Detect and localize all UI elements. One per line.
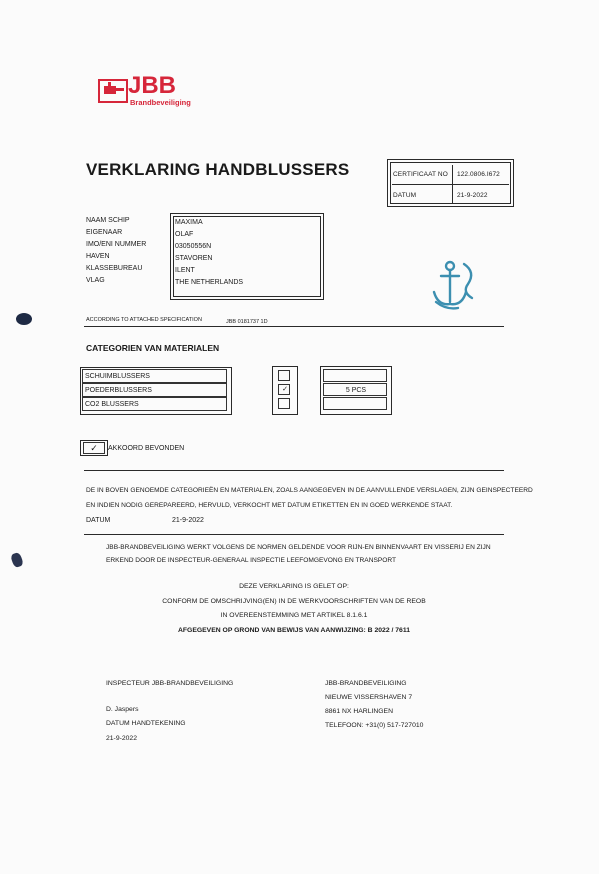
norms-line2: ERKEND DOOR DE INSPECTEUR-GENERAAL INSPECTIE LEEFOMGEVONG EN TRANSPORT (106, 557, 397, 564)
spec-left: ACCORDING TO ATTACHED SPECIFICATION (86, 317, 202, 323)
category-name: SCHUIMBLUSSERS (82, 369, 227, 383)
ship-name: MAXIMA (175, 219, 203, 226)
category-count (323, 397, 387, 410)
category-count: 5 PCS (323, 383, 387, 396)
validity-line1: DEZE VERKLARING IS GELET OP: (239, 583, 349, 590)
ship-owner: OLAF (175, 231, 194, 238)
divider (84, 470, 504, 471)
inspector-label: INSPECTEUR JBB-BRANDBEVEILIGING (106, 680, 234, 687)
ship-label: EIGENAAR (86, 229, 123, 236)
ship-port: STAVOREN (175, 255, 213, 262)
approval-check-icon: ✓ (83, 442, 105, 454)
category-checkbox[interactable]: ✓ (278, 384, 290, 395)
inspector-name: D. Jaspers (106, 706, 139, 713)
category-checkbox[interactable] (278, 398, 290, 409)
certificate-date-label: DATUM (393, 192, 417, 199)
certificate-label: CERTIFICAAT NO (393, 171, 448, 178)
validity-line2: CONFORM DE OMSCHRIJVING(EN) IN DE WERKVOORSCHRIFTEN VAN DE REOB (162, 598, 426, 605)
divider (84, 534, 504, 535)
approval-label: AKKOORD BEVONDEN (108, 445, 185, 452)
categories-table (80, 367, 232, 415)
validity-line3: IN OVEREENSTEMMING MET ARTIKEL 8.1.6.1 (220, 612, 368, 619)
ship-label: KLASSEBUREAU (86, 265, 143, 272)
logo-icon (98, 76, 130, 104)
category-count (323, 369, 387, 382)
statement-date-label: DATUM (86, 517, 111, 524)
address-city: 8861 NX HARLINGEN (325, 708, 393, 715)
statement-date-value: 21-9-2022 (172, 517, 204, 524)
certificate-box (387, 159, 514, 207)
company-logo (98, 74, 208, 110)
page-title: VERKLARING HANDBLUSSERS (86, 160, 350, 179)
ship-imo: 03050556N (175, 243, 212, 250)
ship-label: IMO/ENI NUMMER (86, 241, 147, 248)
checkbox-column (272, 366, 298, 415)
approval-checkbox[interactable] (80, 440, 108, 456)
signature-date: 21-9-2022 (106, 735, 137, 742)
ink-mark (16, 313, 32, 325)
divider (84, 326, 504, 327)
count-column (320, 366, 392, 415)
logo-brand: JBB (128, 72, 177, 99)
ship-flag: THE NETHERLANDS (175, 279, 244, 286)
ink-mark (10, 552, 24, 569)
address-phone: TELEFOON: +31(0) 517-727010 (325, 722, 424, 729)
norms-line1: JBB-BRANDBEVEILIGING WERKT VOLGENS DE NORMEN GELDENDE VOOR RIJN-EN BINNENVAART EN VISSERIJ EN ZIJN (106, 544, 491, 551)
ship-values (175, 219, 243, 291)
ship-labels (86, 217, 146, 289)
statement-line2: EN INDIEN NODIG GEREPAREERD, HERVULD, VERKOCHT MET DATUM ETIKETTEN EN IN GOED WERKENDE STAAT. (86, 502, 453, 509)
categories-heading: CATEGORIEN VAN MATERIALEN (86, 343, 220, 353)
validity-line4: AFGEGEVEN OP GROND VAN BEWIJS VAN AANWIJZING: B 2022 / 7611 (177, 627, 411, 634)
ship-label: HAVEN (86, 253, 110, 260)
address-company: JBB-BRANDBEVEILIGING (325, 680, 407, 687)
ship-class: ILENT (175, 267, 195, 274)
logo-subtitle: Brandbeveiliging (130, 98, 191, 107)
address-street: NIEUWE VISSERSHAVEN 7 (325, 694, 413, 701)
spec-right: JBB 0181737 1D (226, 319, 268, 325)
statement-line1: DE IN BOVEN GENOEMDE CATEGORIEËN EN MATERIALEN, ZOALS AANGEGEVEN IN DE AANVULLENDE VERSLAGEN, ZIJN GEINSPECTEERD (86, 487, 533, 494)
category-name: POEDERBLUSSERS (82, 383, 227, 397)
category-checkbox[interactable] (278, 370, 290, 381)
signature-date-label: DATUM HANDTEKENING (106, 720, 186, 727)
ship-label: NAAM SCHIP (86, 217, 130, 224)
category-name: CO2 BLUSSERS (82, 397, 227, 411)
ship-label: VLAG (86, 277, 105, 284)
certificate-number: 122.0806.I672 (457, 171, 500, 178)
certificate-date-value: 21-9-2022 (457, 192, 488, 199)
anchor-stamp-icon (428, 258, 478, 312)
